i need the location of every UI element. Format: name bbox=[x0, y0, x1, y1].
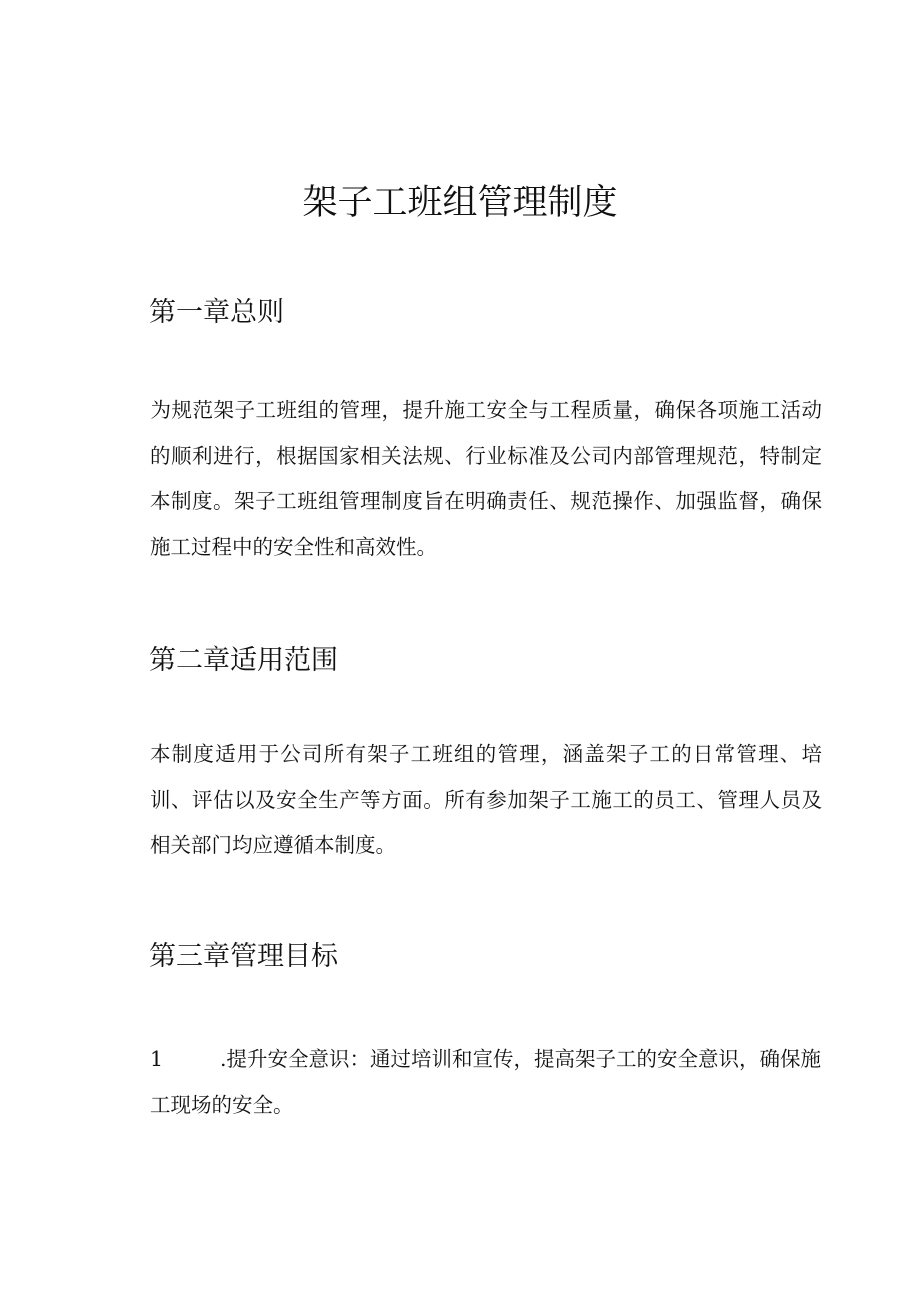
chapter-2-body bbox=[150, 732, 822, 869]
chapter-3-heading: 第三章管理目标 bbox=[149, 941, 338, 972]
chapter-1-text: 为规范架子工班组的管理，提升施工安全与工程质量，确保各项施工活动的顺利进行，根据国家相关法规、行业标准及公司内部管理规范，特制定本制度。架子工班组管理制度旨在明确责任、规范操作、加强监督，确保施工过程中的安全性和高效性。 bbox=[150, 398, 822, 559]
list-item-text: .提升安全意识：通过培训和宣传，提高架子工的安全意识，确保施工现场的安全。 bbox=[150, 1047, 822, 1117]
chapter-1-body bbox=[150, 388, 822, 570]
list-item bbox=[150, 1037, 822, 1128]
chapter-2-heading: 第二章适用范围 bbox=[149, 645, 338, 676]
chapter-2-text: 本制度适用于公司所有架子工班组的管理，涵盖架子工的日常管理、培训、评估以及安全生产等方面。所有参加架子工施工的员工、管理人员及相关部门均应遵循本制度。 bbox=[150, 742, 822, 857]
chapter-1-heading: 第一章总则 bbox=[149, 297, 284, 328]
list-item-number: 1 bbox=[150, 1047, 164, 1071]
document-title: 架子工班组管理制度 bbox=[302, 183, 618, 223]
